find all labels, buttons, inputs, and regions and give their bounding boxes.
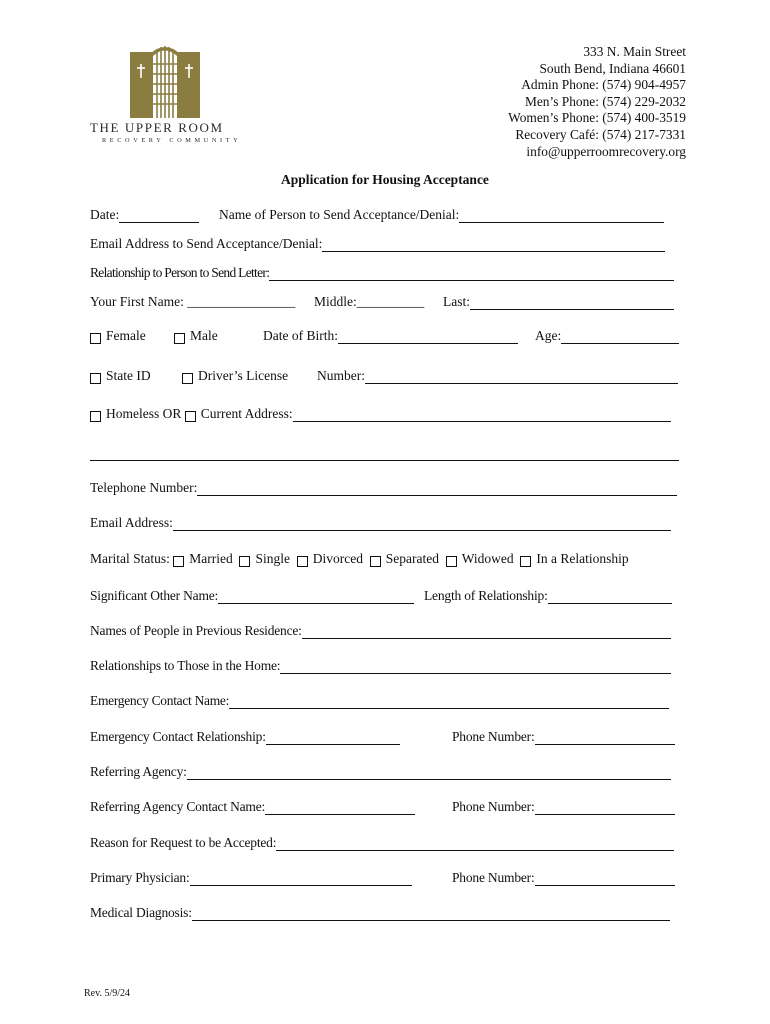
length-relationship-label: Length of Relationship: [424, 588, 548, 603]
physician-field[interactable] [190, 873, 412, 886]
dob-field[interactable] [338, 331, 518, 344]
address-row [90, 404, 671, 422]
relationships-home-label: Relationships to Those in the Home: [90, 658, 281, 673]
reason-label: Reason for Request to be Accepted: [90, 835, 277, 850]
homeless-checkbox[interactable] [90, 411, 101, 422]
relationship-letter-label: Relationship to Person to Send Letter: [90, 265, 270, 280]
dob-row [263, 326, 518, 344]
middle-name-row [314, 292, 424, 310]
emergency-name-row [90, 691, 669, 709]
length-relationship-row [424, 586, 672, 604]
last-name-row [443, 292, 674, 310]
emergency-name-label: Emergency Contact Name: [90, 693, 230, 708]
divorced-checkbox[interactable] [297, 556, 308, 567]
current-address-label: Current Address: [200, 406, 293, 421]
state-id-option[interactable] [90, 366, 151, 384]
referring-contact-label: Referring Agency Contact Name: [90, 799, 266, 814]
middle-name-label[interactable]: Middle:__________ [314, 294, 425, 309]
significant-other-row [90, 586, 414, 604]
physician-phone-label: Phone Number: [452, 870, 535, 885]
physician-row [90, 868, 412, 886]
significant-other-label: Significant Other Name: [90, 588, 219, 603]
single-label: Single [255, 551, 290, 566]
telephone-field[interactable] [197, 483, 677, 496]
or-label: OR [162, 406, 182, 421]
reason-row [90, 833, 674, 851]
current-address-checkbox[interactable] [185, 411, 196, 422]
state-id-checkbox[interactable] [90, 373, 101, 384]
male-option[interactable] [174, 326, 218, 344]
marital-status-row [90, 549, 629, 567]
age-label: Age: [535, 328, 562, 343]
telephone-row [90, 478, 677, 496]
date-field[interactable] [119, 210, 199, 223]
female-checkbox[interactable] [90, 333, 101, 344]
send-name-field[interactable] [459, 210, 664, 223]
last-name-field[interactable] [470, 297, 674, 310]
drivers-license-checkbox[interactable] [182, 373, 193, 384]
significant-other-field[interactable] [218, 591, 414, 604]
admin-phone: Admin Phone: (574) 904-4957 [521, 77, 686, 93]
telephone-label: Telephone Number: [90, 480, 198, 495]
female-label: Female [106, 328, 146, 343]
physician-phone-row [452, 868, 675, 886]
id-number-field[interactable] [365, 371, 678, 384]
mens-phone: Men’s Phone: (574) 229-2032 [524, 93, 686, 109]
contact-info [508, 44, 686, 160]
referring-agency-field[interactable] [187, 767, 671, 780]
cafe-phone: Recovery Café: (574) 217-7331 [515, 126, 686, 142]
diagnosis-label: Medical Diagnosis: [90, 905, 192, 920]
referring-contact-row [90, 797, 415, 815]
female-option[interactable] [90, 326, 146, 344]
relationship-letter-row [90, 263, 674, 281]
emergency-relationship-row [90, 727, 400, 745]
married-checkbox[interactable] [173, 556, 184, 567]
homeless-label: Homeless [106, 406, 160, 421]
referring-phone-label: Phone Number: [452, 799, 535, 814]
referring-phone-field[interactable] [535, 802, 675, 815]
diagnosis-field[interactable] [192, 908, 670, 921]
widowed-checkbox[interactable] [446, 556, 457, 567]
org-subtitle: RECOVERY COMMUNITY [102, 137, 242, 144]
address-line-2-field[interactable] [90, 448, 679, 461]
address-line-1: 333 N. Main Street [583, 44, 686, 59]
email-label: Email Address: [90, 515, 173, 530]
relationship-letter-field[interactable] [269, 268, 674, 281]
drivers-license-option[interactable] [182, 366, 288, 384]
send-name-label: Name of Person to Send Acceptance/Denial: [219, 207, 460, 222]
male-label: Male [190, 328, 218, 343]
age-row [535, 326, 679, 344]
reason-field[interactable] [276, 838, 674, 851]
date-row [90, 205, 199, 223]
previous-residence-label: Names of People in Previous Residence: [90, 623, 302, 638]
physician-label: Primary Physician: [90, 870, 190, 885]
womens-phone: Women’s Phone: (574) 400-3519 [508, 110, 686, 126]
length-relationship-field[interactable] [548, 591, 672, 604]
referring-phone-row [452, 797, 675, 815]
previous-residence-row [90, 621, 671, 639]
widowed-label: Widowed [461, 551, 514, 566]
dob-label: Date of Birth: [263, 328, 338, 343]
age-field[interactable] [561, 331, 679, 344]
revision-note: Rev. 5/9/24 [84, 988, 131, 999]
state-id-label: State ID [106, 368, 151, 383]
form-title: Application for Housing Acceptance [281, 172, 489, 187]
marital-status-label: Marital Status: [90, 551, 170, 566]
drivers-license-label: Driver’s License [198, 368, 289, 383]
diagnosis-row [90, 903, 670, 921]
in-relationship-label: In a Relationship [536, 551, 629, 566]
send-email-field[interactable] [322, 239, 665, 252]
emergency-relationship-label: Emergency Contact Relationship: [90, 729, 266, 744]
email-field[interactable] [173, 518, 671, 531]
email-row [90, 513, 671, 531]
in-relationship-checkbox[interactable] [520, 556, 531, 567]
married-label: Married [189, 551, 233, 566]
first-name-label[interactable]: Your First Name: ________________ [90, 294, 296, 309]
referring-contact-field[interactable] [265, 802, 415, 815]
relationships-home-row [90, 656, 671, 674]
send-name-row [219, 205, 664, 223]
referring-agency-row [90, 762, 671, 780]
physician-phone-field[interactable] [535, 873, 675, 886]
relationships-home-field[interactable] [280, 661, 671, 674]
emergency-phone-label: Phone Number: [452, 729, 535, 744]
emergency-phone-row [452, 727, 675, 745]
divorced-label: Divorced [312, 551, 363, 566]
emergency-phone-field[interactable] [535, 732, 675, 745]
referring-agency-label: Referring Agency: [90, 764, 187, 779]
send-email-row [90, 234, 665, 252]
last-name-label: Last: [443, 294, 470, 309]
current-address-field[interactable] [293, 409, 671, 422]
id-number-label: Number: [317, 368, 365, 383]
date-label: Date: [90, 207, 120, 222]
first-name-row [90, 292, 295, 310]
emergency-relationship-field[interactable] [266, 732, 400, 745]
separated-checkbox[interactable] [370, 556, 381, 567]
org-name: THE UPPER ROOM [90, 120, 224, 135]
previous-residence-field[interactable] [302, 626, 671, 639]
address-line-2: South Bend, Indiana 46601 [539, 60, 686, 76]
single-checkbox[interactable] [239, 556, 250, 567]
male-checkbox[interactable] [174, 333, 185, 344]
contact-email: info@upperroomrecovery.org [526, 143, 686, 159]
separated-label: Separated [385, 551, 439, 566]
emergency-name-field[interactable] [229, 696, 669, 709]
id-number-row [317, 366, 678, 384]
send-email-label: Email Address to Send Acceptance/Denial: [90, 236, 323, 251]
